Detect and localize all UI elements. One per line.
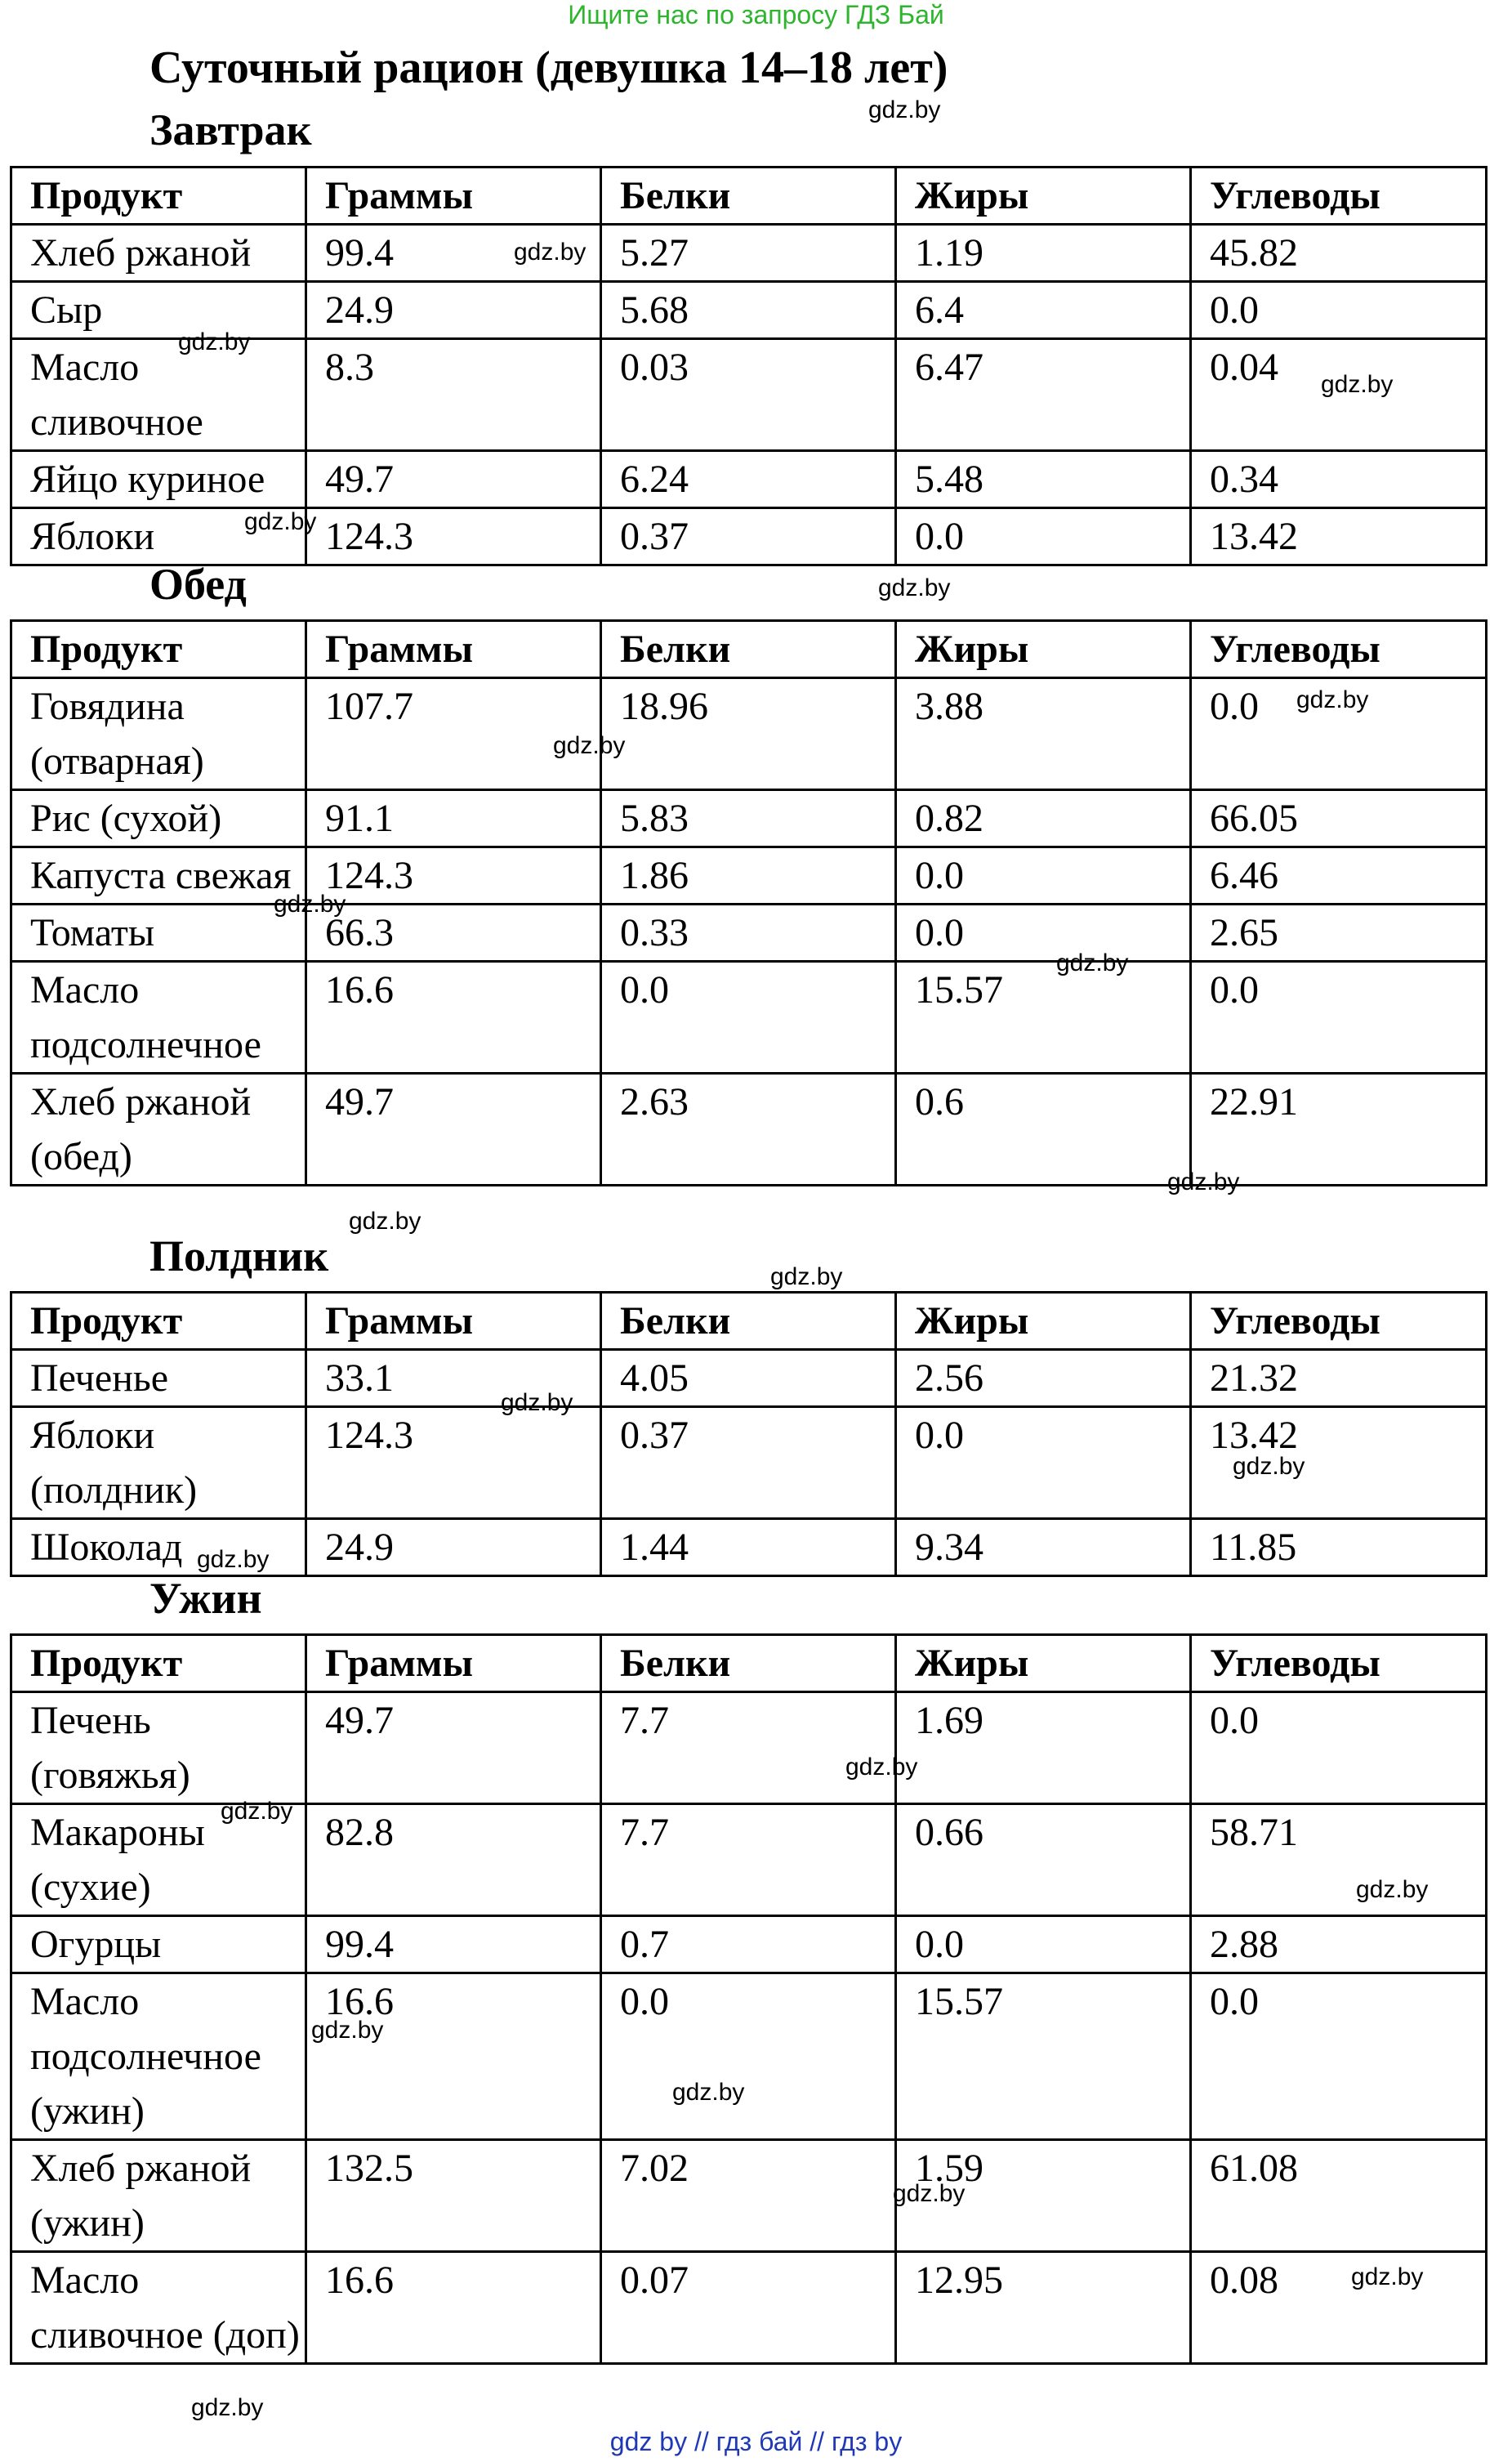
- cell-carbs: 66.05: [1191, 790, 1487, 847]
- cell-product: Томаты: [11, 905, 306, 962]
- cell-grams: 99.4: [306, 225, 601, 282]
- cell-protein: 7.7: [601, 1804, 896, 1916]
- header-grams: Граммы: [306, 1635, 601, 1692]
- watermark: gdz.by: [221, 1798, 293, 1825]
- cell-grams: 82.8: [306, 1804, 601, 1916]
- table-row: [11, 847, 1487, 905]
- watermark: gdz.by: [274, 891, 346, 918]
- cell-grams: 8.3: [306, 339, 601, 451]
- watermark: gdz.by: [1056, 950, 1129, 976]
- top-banner[interactable]: Ищите нас по запросу ГДЗ Бай: [568, 0, 944, 29]
- cell-fat: 0.0: [896, 905, 1191, 962]
- table-header-row: [11, 168, 1487, 225]
- cell-product: Яйцо куриное: [11, 451, 306, 508]
- cell-fat: 0.0: [896, 847, 1191, 905]
- cell-carbs: 0.0: [1191, 282, 1487, 339]
- cell-fat: 15.57: [896, 962, 1191, 1074]
- watermark: gdz.by: [672, 2079, 745, 2106]
- cell-product: Рис (сухой): [11, 790, 306, 847]
- table-header-row: [11, 621, 1487, 678]
- header-product: Продукт: [11, 1293, 306, 1350]
- cell-carbs: 13.42: [1191, 508, 1487, 565]
- header-protein: Белки: [601, 1293, 896, 1350]
- cell-fat: 5.48: [896, 451, 1191, 508]
- cell-protein: 18.96: [601, 678, 896, 790]
- cell-grams: 124.3: [306, 847, 601, 905]
- cell-carbs: 6.46: [1191, 847, 1487, 905]
- header-product: Продукт: [11, 621, 306, 678]
- table-row: [11, 790, 1487, 847]
- cell-fat: 6.47: [896, 339, 1191, 451]
- cell-protein: 2.63: [601, 1074, 896, 1186]
- header-fat: Жиры: [896, 621, 1191, 678]
- cell-protein: 0.0: [601, 962, 896, 1074]
- header-carbs: Углеводы: [1191, 1635, 1487, 1692]
- cell-fat: 0.66: [896, 1804, 1191, 1916]
- cell-carbs: 0.08: [1191, 2252, 1487, 2364]
- bottom-banner[interactable]: gdz by // гдз бай // гдз by: [609, 2427, 903, 2456]
- header-carbs: Углеводы: [1191, 1293, 1487, 1350]
- cell-fat: 0.0: [896, 508, 1191, 565]
- table-row: [11, 1916, 1487, 1973]
- cell-carbs: 13.42: [1191, 1407, 1487, 1519]
- cell-grams: 49.7: [306, 1692, 601, 1804]
- cell-grams: 24.9: [306, 1519, 601, 1576]
- cell-grams: 66.3: [306, 905, 601, 962]
- table-row: [11, 1350, 1487, 1407]
- table-row: [11, 678, 1487, 790]
- cell-fat: 9.34: [896, 1519, 1191, 1576]
- cell-product: Хлеб ржаной (ужин): [11, 2140, 306, 2252]
- cell-product: Говядина (отварная): [11, 678, 306, 790]
- cell-grams: 107.7: [306, 678, 601, 790]
- watermark: gdz.by: [1356, 1876, 1429, 1903]
- header-grams: Граммы: [306, 1293, 601, 1350]
- cell-fat: 2.56: [896, 1350, 1191, 1407]
- cell-protein: 6.24: [601, 451, 896, 508]
- header-protein: Белки: [601, 168, 896, 225]
- cell-protein: 0.33: [601, 905, 896, 962]
- watermark: gdz.by: [1321, 371, 1394, 398]
- cell-product: Масло подсолнечное: [11, 962, 306, 1074]
- header-fat: Жиры: [896, 168, 1191, 225]
- watermark: gdz.by: [514, 239, 587, 266]
- cell-carbs: 11.85: [1191, 1519, 1487, 1576]
- header-grams: Граммы: [306, 621, 601, 678]
- cell-fat: 1.59: [896, 2140, 1191, 2252]
- cell-carbs: 45.82: [1191, 225, 1487, 282]
- table-dinner: [10, 1633, 1487, 2365]
- watermark: gdz.by: [1351, 2263, 1424, 2290]
- cell-carbs: 58.71: [1191, 1804, 1487, 1916]
- cell-grams: 132.5: [306, 2140, 601, 2252]
- header-product: Продукт: [11, 168, 306, 225]
- cell-protein: 7.02: [601, 2140, 896, 2252]
- header-protein: Белки: [601, 1635, 896, 1692]
- cell-product: Масло подсолнечное (ужин): [11, 1973, 306, 2140]
- cell-carbs: 0.0: [1191, 1973, 1487, 2140]
- watermark: gdz.by: [501, 1389, 573, 1416]
- cell-carbs: 61.08: [1191, 2140, 1487, 2252]
- cell-fat: 3.88: [896, 678, 1191, 790]
- watermark: gdz.by: [311, 2017, 384, 2044]
- cell-carbs: 0.0: [1191, 1692, 1487, 1804]
- cell-protein: 7.7: [601, 1692, 896, 1804]
- cell-grams: 16.6: [306, 1973, 601, 2140]
- cell-carbs: 2.65: [1191, 905, 1487, 962]
- header-fat: Жиры: [896, 1293, 1191, 1350]
- cell-protein: 5.27: [601, 225, 896, 282]
- cell-grams: 49.7: [306, 451, 601, 508]
- cell-fat: 12.95: [896, 2252, 1191, 2364]
- table-snack: [10, 1291, 1487, 1577]
- cell-fat: 6.4: [896, 282, 1191, 339]
- watermark: gdz.by: [349, 1208, 421, 1235]
- cell-product: Капуста свежая: [11, 847, 306, 905]
- document-title: Суточный рацион (девушка 14–18 лет): [149, 42, 948, 93]
- cell-product: Яблоки: [11, 508, 306, 565]
- header-protein: Белки: [601, 621, 896, 678]
- watermark: gdz.by: [868, 96, 941, 123]
- table-row: [11, 1692, 1487, 1804]
- watermark: gdz.by: [1233, 1453, 1305, 1480]
- cell-product: Огурцы: [11, 1916, 306, 1973]
- table-header-row: [11, 1293, 1487, 1350]
- cell-product: Печень (говяжья): [11, 1692, 306, 1804]
- table-row: [11, 905, 1487, 962]
- watermark: gdz.by: [178, 328, 251, 355]
- cell-carbs: 0.0: [1191, 962, 1487, 1074]
- table-row: [11, 2140, 1487, 2252]
- cell-fat: 0.0: [896, 1916, 1191, 1973]
- cell-product: Хлеб ржаной (обед): [11, 1074, 306, 1186]
- watermark: gdz.by: [878, 574, 951, 601]
- cell-product: Хлеб ржаной: [11, 225, 306, 282]
- cell-grams: 124.3: [306, 508, 601, 565]
- cell-carbs: 0.04: [1191, 339, 1487, 451]
- cell-grams: 99.4: [306, 1916, 601, 1973]
- cell-grams: 91.1: [306, 790, 601, 847]
- cell-fat: 0.82: [896, 790, 1191, 847]
- cell-protein: 0.03: [601, 339, 896, 451]
- table-row: [11, 1973, 1487, 2140]
- watermark: gdz.by: [244, 508, 317, 535]
- table-header-row: [11, 1635, 1487, 1692]
- cell-protein: 0.07: [601, 2252, 896, 2364]
- cell-carbs: 2.88: [1191, 1916, 1487, 1973]
- header-product: Продукт: [11, 1635, 306, 1692]
- cell-fat: 1.19: [896, 225, 1191, 282]
- cell-grams: 24.9: [306, 282, 601, 339]
- cell-product: Печенье: [11, 1350, 306, 1407]
- cell-grams: 16.6: [306, 2252, 601, 2364]
- watermark: gdz.by: [197, 1546, 270, 1573]
- watermark: gdz.by: [893, 2180, 966, 2207]
- cell-fat: 0.6: [896, 1074, 1191, 1186]
- cell-carbs: 22.91: [1191, 1074, 1487, 1186]
- watermark: gdz.by: [845, 1754, 918, 1781]
- table-row: [11, 508, 1487, 565]
- table-row: [11, 962, 1487, 1074]
- cell-product: Шоколад: [11, 1519, 306, 1576]
- cell-protein: 1.86: [601, 847, 896, 905]
- header-carbs: Углеводы: [1191, 621, 1487, 678]
- cell-fat: 15.57: [896, 1973, 1191, 2140]
- cell-product: Макароны (сухие): [11, 1804, 306, 1916]
- cell-protein: 1.44: [601, 1519, 896, 1576]
- watermark: gdz.by: [553, 732, 626, 759]
- table-row: [11, 451, 1487, 508]
- cell-protein: 0.0: [601, 1973, 896, 2140]
- cell-grams: 49.7: [306, 1074, 601, 1186]
- cell-carbs: 0.34: [1191, 451, 1487, 508]
- table-row: [11, 225, 1487, 282]
- section-title-snack: Полдник: [149, 1231, 329, 1280]
- watermark: gdz.by: [1296, 686, 1369, 713]
- cell-protein: 4.05: [601, 1350, 896, 1407]
- watermark: gdz.by: [191, 2394, 264, 2421]
- table-row: [11, 1074, 1487, 1186]
- table-row: [11, 2252, 1487, 2364]
- table-breakfast: [10, 166, 1487, 566]
- cell-fat: 1.69: [896, 1692, 1191, 1804]
- cell-product: Масло сливочное: [11, 339, 306, 451]
- cell-protein: 5.83: [601, 790, 896, 847]
- header-fat: Жиры: [896, 1635, 1191, 1692]
- watermark: gdz.by: [770, 1263, 843, 1290]
- table-lunch: [10, 619, 1487, 1186]
- cell-grams: 16.6: [306, 962, 601, 1074]
- cell-product: Яблоки (полдник): [11, 1407, 306, 1519]
- cell-carbs: 0.0: [1191, 678, 1487, 790]
- section-title-breakfast: Завтрак: [149, 105, 312, 154]
- watermark: gdz.by: [1167, 1168, 1240, 1195]
- cell-product: Масло сливочное (доп): [11, 2252, 306, 2364]
- section-title-lunch: Обед: [149, 560, 247, 609]
- header-carbs: Углеводы: [1191, 168, 1487, 225]
- cell-protein: 0.37: [601, 1407, 896, 1519]
- cell-fat: 0.0: [896, 1407, 1191, 1519]
- cell-grams: 33.1: [306, 1350, 601, 1407]
- cell-protein: 0.37: [601, 508, 896, 565]
- section-title-dinner: Ужин: [149, 1574, 262, 1623]
- cell-grams: 124.3: [306, 1407, 601, 1519]
- cell-protein: 5.68: [601, 282, 896, 339]
- cell-carbs: 21.32: [1191, 1350, 1487, 1407]
- cell-product: Сыр: [11, 282, 306, 339]
- cell-protein: 0.7: [601, 1916, 896, 1973]
- header-grams: Граммы: [306, 168, 601, 225]
